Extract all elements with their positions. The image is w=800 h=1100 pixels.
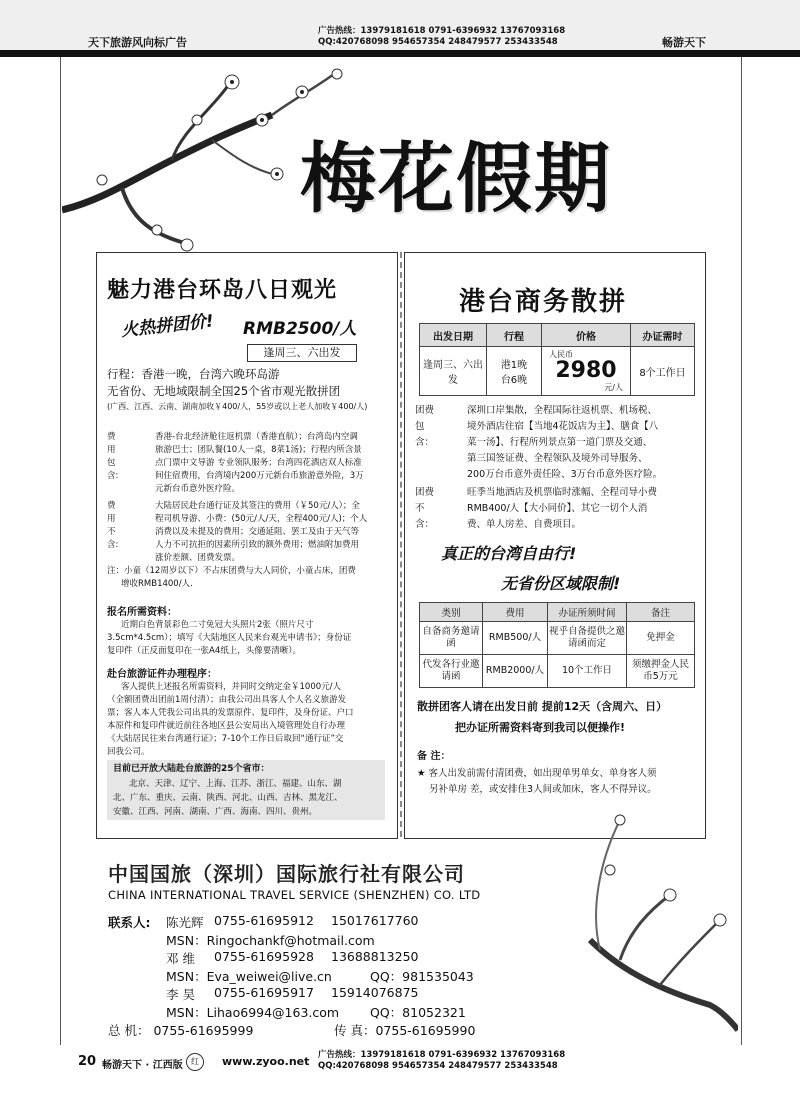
business-includes-line: 200万台币意外责任险、3万台币意外医疗险。: [467, 469, 663, 480]
table-cell: RMB500/人: [483, 622, 548, 655]
header-hotline-line2: QQ:420768098 954657354 248479577 253433548: [318, 37, 558, 47]
header-hotline-line1: 广告热线：13979181618 0791-6396932 13767093168: [318, 26, 566, 36]
contact-qq: QQ：81052321: [370, 1005, 466, 1020]
business-includes-line: 深圳口岸集散，全程国际往返机票、机场税、: [467, 405, 658, 416]
business-excludes-label: 团费不含：: [415, 487, 435, 530]
docs-line: 复印件（正反面复印在一张A4纸上，头像要清晰）。: [107, 646, 301, 656]
table-row: [420, 622, 695, 655]
table-cell: 视乎自备提供之邀请函而定: [548, 622, 627, 655]
contact-phone: 0755-61695912: [214, 913, 314, 928]
business-includes-line: 菜一汤】、行程所列景点第一道门票及交通、: [467, 437, 653, 448]
footer-hotline-line2: QQ:420768098 954657354 248479577 253433548: [318, 1061, 558, 1071]
business-excludes-line: 旺季当地酒店及机票临时涨幅、全程司导小费: [467, 487, 658, 498]
itinerary-line: 行程：香港一晚，台湾六晚环岛游: [107, 367, 280, 381]
docs-line: 近期白色背景彩色二寸免冠大头照片2张（照片尺寸: [121, 620, 314, 630]
package-title: 魅力港台环岛八日观光: [107, 278, 338, 303]
main-line: 总 机： 0755-61695999: [108, 1023, 254, 1038]
price-unit: 元/人: [604, 383, 623, 392]
business-includes-label: 团费包含：: [415, 405, 435, 448]
header-rule: [0, 50, 800, 57]
promo-label: 火热拼团价!: [120, 311, 215, 341]
company-name-en: CHINA INTERNATIONAL TRAVEL SERVICE (SHENZHEN) CO. LTD: [108, 888, 481, 902]
table-header: 办证所须时间: [548, 603, 627, 622]
company-name-cn: 中国国旅（深圳）国际旅行社有限公司: [108, 862, 465, 886]
remark-line: 另补单房 差，或安排住3人间或加床，客人不得异议。: [429, 784, 657, 795]
business-includes-line: 第三国签证费、全程领队及境外司导服务、: [467, 453, 648, 464]
table-header: 备注: [627, 603, 695, 622]
permit-line: 《大陆居民往来台湾通行证》；7-10个工作日后取回“通行证”交: [107, 734, 344, 744]
documents-notice: 把办证所需资料寄到我司以便操作!: [455, 721, 626, 734]
remark-line: ★ 客人出发前需付清团费，如出现单男单女、单身客人须: [417, 768, 657, 779]
header-hotline: [318, 26, 565, 48]
table-cell: RMB2000/人: [483, 655, 548, 688]
business-excludes-line: 费、单人房差、自费项目。: [467, 519, 582, 530]
open-provinces-box: [107, 760, 385, 820]
permit-line: 客人提供上述报名所需资料，并同时交纳定金￥1000元/人: [121, 682, 341, 692]
table-header: 费用: [483, 603, 548, 622]
table-header: 行程: [487, 324, 542, 347]
permit-line: 回我公司。: [107, 747, 150, 757]
process-time-cell: 8个工作日: [631, 347, 695, 396]
excludes-line: 大陆居民赴台通行证及其签注的费用（￥50元/人）；全: [155, 501, 360, 511]
footer-magazine-name: 畅游天下 · 江西版: [102, 1060, 183, 1071]
contact-name: 李 昊: [166, 987, 195, 1002]
open-provinces-line: 北京、天津、辽宁、上海、江苏、浙江、福建、山东、湖: [129, 779, 342, 789]
open-provinces-title: 目前已开放大陆赴台旅游的25个省市：: [113, 764, 270, 774]
open-provinces-line: 北、广东、重庆、云南、陕西、河北、山西、吉林、黑龙江、: [113, 793, 343, 803]
contact-label: 联系人:: [108, 915, 151, 930]
includes-line: 香港-台北经济舱往返机票（香港直航）；台湾岛内空调: [155, 432, 358, 442]
business-excludes-line: RMB400/人【大小同价】、其它一切个人消: [467, 503, 648, 514]
table-row: [420, 655, 695, 688]
table-header: 价格: [542, 324, 631, 347]
slogan-free-travel: 真正的台湾自由行!: [441, 544, 577, 563]
contact-mobile: 15914076875: [331, 985, 419, 1000]
header-right-title: 畅游天下: [662, 36, 706, 49]
excludes-line: 人力不可抗拒的因素所引致的额外费用；燃油附加费用: [155, 540, 360, 550]
table-cell: 自备商务邀请函: [420, 622, 483, 655]
departure-date-cell: 逢周三、六出发: [420, 347, 487, 396]
contact-msn: MSN：Eva_weiwei@live.cn: [166, 969, 332, 984]
excludes-label: 费用不含:: [107, 501, 119, 550]
slogan-no-restriction: 无省份区域限制!: [501, 574, 621, 593]
includes-label: 费用包含:: [107, 432, 119, 481]
business-tour-panel: [404, 252, 706, 839]
itinerary-tw: 台6晚: [500, 375, 528, 386]
business-price-table: [419, 323, 695, 396]
docs-line: 3.5cm*4.5cm）；填写《大陆地区人民来台观光申请书》；身份证: [107, 633, 352, 643]
permit-line: （全额团费出团前1周付清）；由我公司出具客人个人名义旅游发: [107, 695, 347, 705]
includes-line: 旅游巴士；团队餐(10人一桌，8菜1汤)；行程内所含景: [155, 445, 362, 455]
plum-branch-bottom-illustration: [560, 800, 738, 1040]
excludes-line: 消费以及未提及的费用；交通延阻、罢工及由于天气等: [155, 527, 360, 537]
surcharge-note: (广西、江西、云南、湖南加收￥400/人，55岁或以上老人加收￥400/人): [107, 402, 368, 411]
contact-name: 陈光辉: [166, 915, 204, 930]
contact-mobile: 15017617760: [331, 913, 419, 928]
departure-schedule: 逢周三、六出发: [247, 344, 357, 362]
business-includes-line: 境外酒店住宿【当地4花饭店为主】、膳食【八: [467, 421, 659, 432]
contact-msn: MSN：Ringochankf@hotmail.com: [166, 933, 375, 948]
permit-title: 赴台旅游证件办理程序：: [107, 669, 217, 680]
footer-badge: 红: [186, 1053, 204, 1071]
table-row: [420, 347, 695, 396]
table-cell: 须缴押金人民币5万元: [627, 655, 695, 688]
includes-line: 间住宿费用，台湾境内200万元新台币旅游意外险，3万: [155, 471, 364, 481]
page-footer: [0, 1048, 800, 1100]
open-provinces-line: 安徽、江西、河南、湖南、广西、海南、四川、贵州。: [113, 807, 318, 817]
contact-phone: 0755-61695928: [214, 949, 314, 964]
table-header-row: [420, 603, 695, 622]
tour-package-panel: [96, 252, 398, 839]
fax-line: 传 真：0755-61695990: [334, 1023, 476, 1038]
footer-hotline: [318, 1050, 565, 1072]
price-cell: [542, 347, 631, 396]
region-note: 无省份、无地域限制全国25个省市观光散拼团: [107, 384, 341, 398]
page-header: [0, 0, 800, 50]
itinerary-hk: 港1晚: [500, 360, 528, 371]
includes-line: 元新台币意外医疗险。: [155, 484, 241, 494]
table-cell: 代发各行业邀请函: [420, 655, 483, 688]
contact-msn: MSN：Lihao6994@163.com: [166, 1005, 340, 1020]
advance-notice: 散拼团客人请在出发日前 提前12天（含周六、日）: [417, 700, 668, 713]
contact-phone: 0755-61695917: [214, 985, 314, 1000]
promo-price: RMB2500/人: [243, 319, 357, 339]
remark-title: 备 注：: [417, 751, 451, 762]
table-cell: 10个工作日: [548, 655, 627, 688]
table-header: 出发日期: [420, 324, 487, 347]
footer-hotline-line1: 广告热线：13979181618 0791-6396932 13767093168: [318, 1050, 566, 1060]
contact-mobile: 13688813250: [331, 949, 419, 964]
child-note-1: 注：小童（12周岁以下）不占床团费与大人同价，小童占床，团费: [107, 566, 356, 576]
business-title: 港台商务散拼: [459, 287, 628, 317]
child-note-2: 增收RMB1400/人.: [121, 579, 193, 589]
page-number: 20: [78, 1054, 97, 1069]
header-left-title: 天下旅游风向标广告: [88, 36, 187, 49]
table-header-row: [420, 324, 695, 347]
permit-line: 票；客人本人凭我公司出具的发票原件、复印件，及身份证、户口: [107, 708, 354, 718]
itinerary-cell: [487, 347, 542, 396]
footer-url[interactable]: www.zyoo.net: [222, 1055, 310, 1068]
price-value: 2980: [555, 358, 617, 383]
excludes-line: 涨价差额、团费发票。: [155, 553, 241, 563]
invitation-fee-table: [419, 602, 695, 688]
table-header: 办证需时: [631, 324, 695, 347]
contact-qq: QQ：981535043: [370, 969, 474, 984]
price-currency: 人民币: [549, 350, 573, 359]
contact-name: 邓 维: [166, 951, 195, 966]
includes-line: 点门票中文导游 专业领队服务；台湾四花酒店双人标准: [155, 458, 362, 468]
table-header: 类别: [420, 603, 483, 622]
docs-title: 报名所需资料：: [107, 607, 177, 618]
panel-divider: [400, 252, 402, 837]
permit-line: 本原件和复印件就近前往各地区县公安局出入境管理处自行办理: [107, 721, 346, 731]
excludes-line: 程司机导游、小费：(50元/人/天，全程400元/人)；个人: [155, 514, 368, 524]
table-cell: 免押金: [627, 622, 695, 655]
main-title: 梅花假期: [300, 134, 612, 223]
